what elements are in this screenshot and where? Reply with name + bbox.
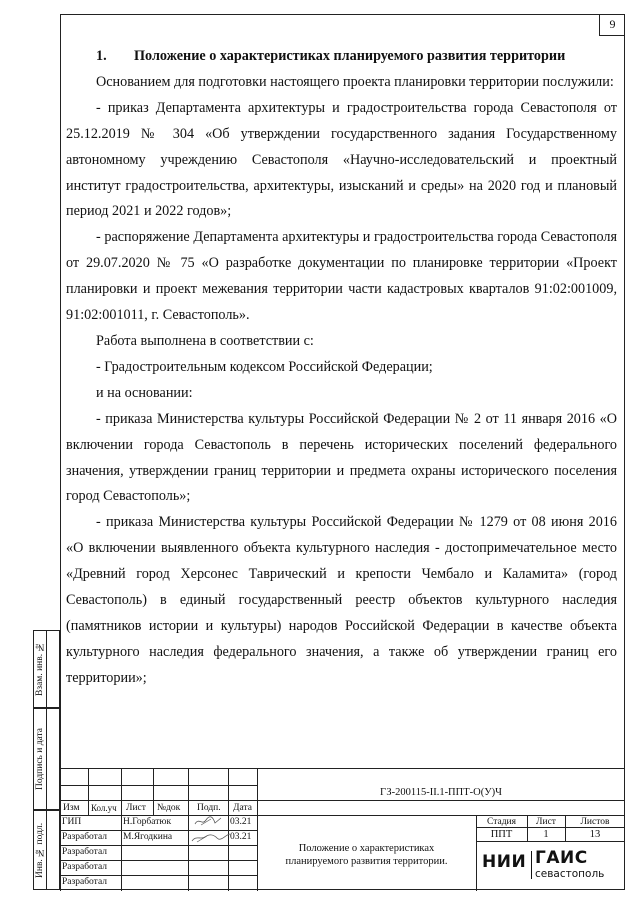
paragraph: - Градостроительным кодексом Российской Федерации; (96, 358, 433, 375)
paragraph: - приказ Департамента архитектуры и градостроительства города Севастополя от 25.12.2019 № 304 «Об утверждении государственного задания Государственному автономному учреждению Севастополя «Научно-исследовательский и проектный институт градостроительства, архитектуры, изысканий и среды» на 2020 год и плановый период 2021 и 2022 годов»; (66, 99, 617, 220)
side-box-inv (33, 810, 60, 890)
sheets-value: 13 (589, 829, 601, 840)
paragraph: Основанием для подготовки настоящего проекта планировки территории послужили: (96, 73, 614, 90)
header-podp: Подп. (197, 803, 221, 813)
row-date: 03.21 (230, 832, 252, 842)
paragraph: и на основании: (96, 384, 193, 401)
sheet-label: Лист (536, 817, 556, 827)
side-box-podpis (33, 708, 60, 810)
paragraph: - приказа Министерства культуры Российской Федерации № 2 от 11 января 2016 «О включении города Севастополь в перечень исторических поселений федерального значения, утверждении границ территории и предмета охраны исторического поселения город Севастополь»; (66, 410, 617, 505)
side-label-podpis: Подпись и дата (35, 728, 45, 791)
section-heading (66, 44, 617, 70)
row-role: Разработал (62, 862, 107, 872)
title-block (60, 768, 625, 890)
sheet-value: 1 (543, 829, 549, 840)
header-list: Лист (126, 803, 146, 813)
sheets-label: Листов (580, 817, 610, 827)
header-izm: Изм (63, 803, 80, 813)
document-code: ГЗ-200115-II.1-ППТ-О(У)Ч (380, 787, 502, 798)
side-label-inv: Инв. № подл. (35, 822, 45, 878)
row-role: Разработал (62, 847, 107, 857)
organization-logo (480, 847, 620, 885)
row-role: Разработал (62, 877, 107, 887)
page-number: 9 (599, 14, 625, 36)
paragraph: - распоряжение Департамента архитектуры и градостроительства города Севастополя от 29.07.2020 № 75 «О разработке документации по планировке территории «Проект планировки и проект межевания территории части кадастровых кварталов 91:02:001009, 91:02:001011, г. Севастополь». (66, 229, 617, 324)
row-name: М.Ягодкина (123, 832, 173, 842)
section-number: 1. (96, 48, 107, 64)
header-ndok: №док (157, 803, 181, 813)
stage-label: Стадия (487, 817, 516, 827)
row-role: ГИП (62, 817, 82, 827)
row-role: Разработал (62, 832, 107, 842)
section-title: Положение о характеристиках планируемого развития территории (134, 48, 566, 64)
header-data: Дата (233, 803, 252, 813)
side-box-vzam (33, 630, 60, 708)
sheet-title-line1: Положение о характеристиках (298, 843, 435, 854)
paragraph: Работа выполнена в соответствии с: (96, 332, 314, 349)
row-name: Н.Горбатюк (123, 817, 172, 827)
paragraph: - приказа Министерства культуры Российской Федерации № 1279 от 08 июня 2016 «О включении выявленного объекта культурного наследия - достопримечательное место «Древний город Херсонес Таврический и крепости Чембало и Каламита» (город Севастополь) в единый государственный реестр объектов культурного наследия (памятников истории и культуры) народов Российской Федерации в качестве объекта культурного наследия федерального значения, а также об утверждении границ его территории»; (66, 514, 617, 686)
sheet-title-line2: планируемого развития территории. (285, 856, 448, 867)
signature-gorbatyuk (193, 815, 225, 827)
signature-yagodkina (191, 831, 231, 843)
header-kolych: Кол.уч (91, 803, 117, 813)
logo-gais: ГАИС (535, 848, 588, 868)
document-body (66, 44, 617, 692)
row-date: 03.21 (230, 817, 252, 827)
side-label-vzam: Взам. инв. № (35, 641, 45, 697)
logo-nii: НИИ (482, 852, 527, 872)
stage-value: ППТ (490, 829, 513, 840)
logo-city: севастополь (535, 868, 605, 880)
